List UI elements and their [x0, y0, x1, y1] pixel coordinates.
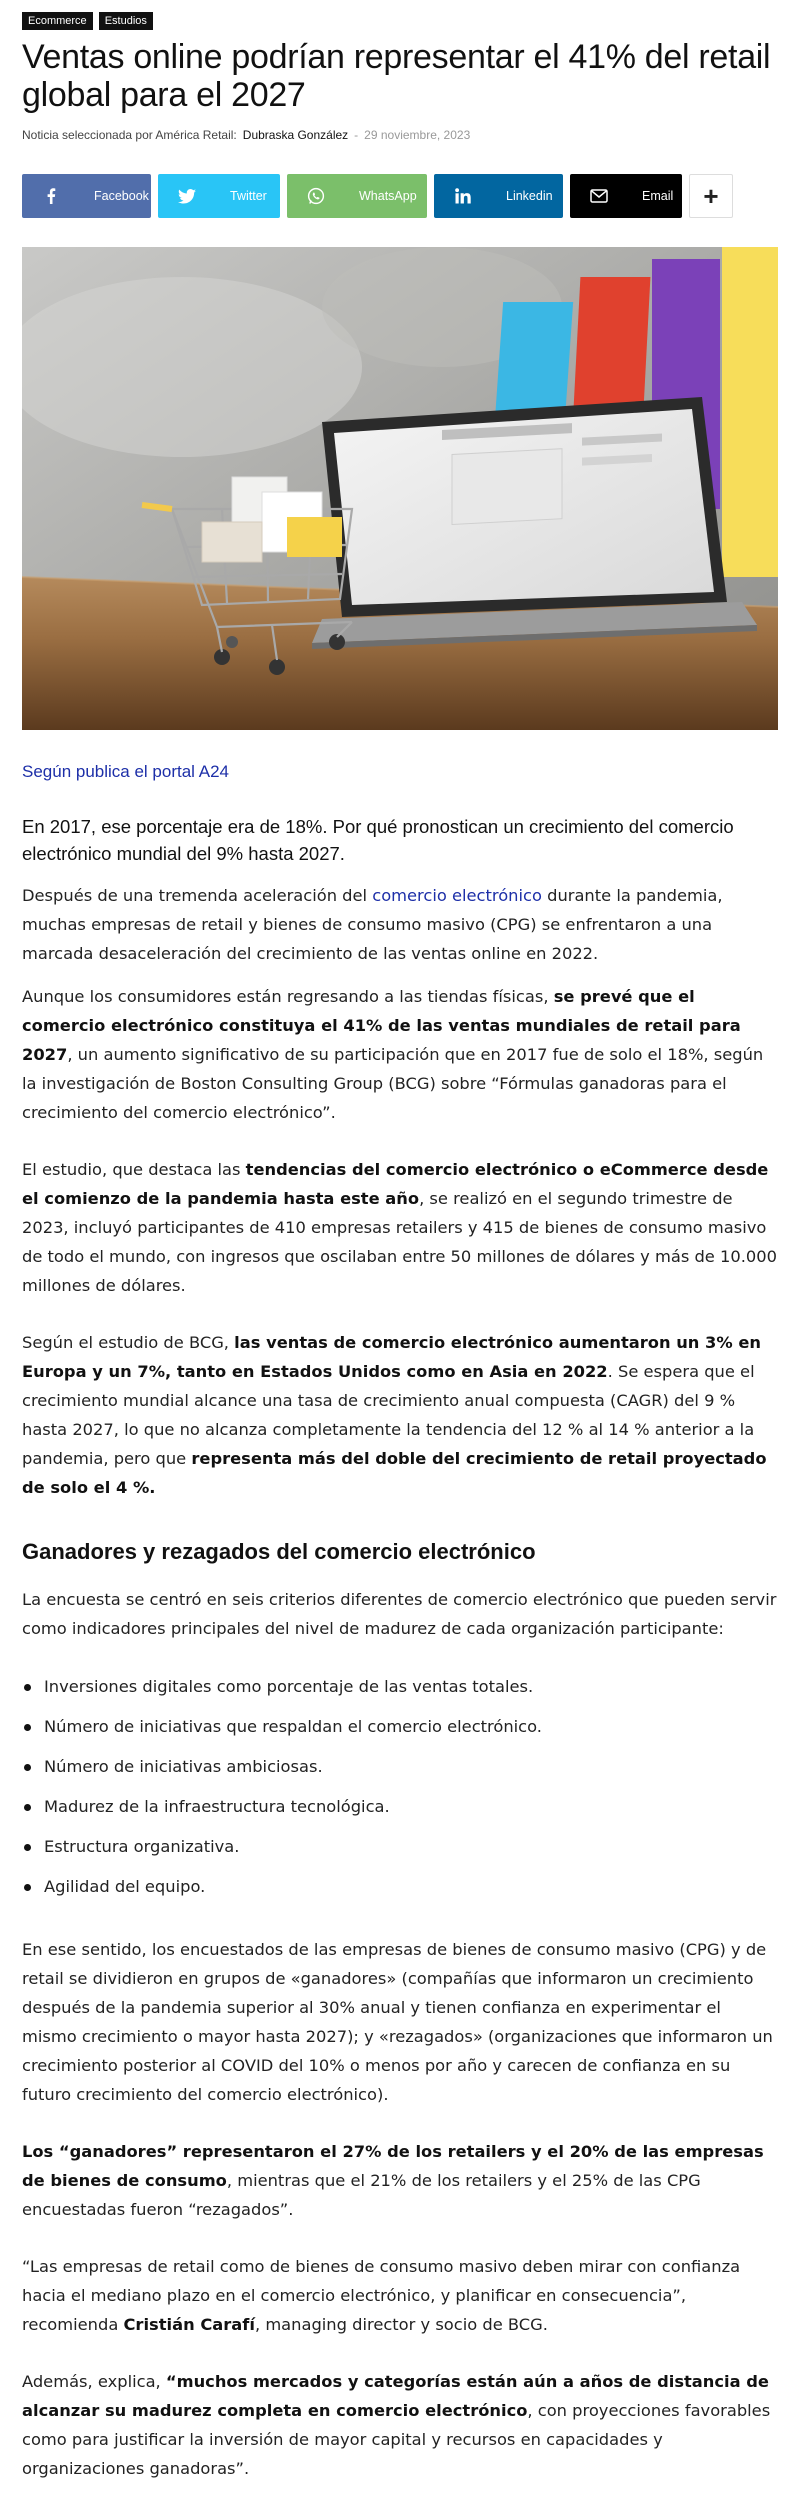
p2-bold: se prevé que el comercio electrónico constituya el 41% de las ventas mundiales de retail para 2027 [22, 987, 741, 1064]
p8-text-b: , managing director y socio de BCG. [254, 2315, 548, 2334]
facebook-icon [40, 188, 62, 204]
list-item: Agilidad del equipo. [44, 1867, 778, 1907]
p8-text-a: “Las empresas de retail como de bienes de consumo masivo deben mirar con confianza hacia el mediano plazo en el comercio electrónico, y planificar en consecuencia”, recomienda [22, 2257, 741, 2334]
list-item: Estructura organizativa. [44, 1827, 778, 1867]
source-link-text[interactable]: Según publica el portal A24 [22, 762, 229, 781]
share-bar [22, 174, 778, 218]
shopping-cart-laptop-photo [22, 247, 778, 730]
criteria-list [22, 1667, 778, 1907]
email-icon [588, 189, 610, 203]
meta-separator: - [354, 128, 359, 142]
list-item: Inversiones digitales como porcentaje de las ventas totales. [44, 1667, 778, 1707]
share-more-button[interactable] [689, 174, 733, 218]
share-whatsapp-label: WhatsApp [359, 189, 417, 203]
linkedin-icon [452, 188, 474, 204]
p7-bold: Los “ganadores” representaron el 27% de los retailers y el 20% de las empresas de bienes de consumo [22, 2142, 764, 2190]
paragraph-1 [22, 881, 778, 968]
share-email-label: Email [642, 189, 674, 203]
paragraph-8 [22, 2252, 778, 2339]
p9-text-b: , con proyecciones favorables como para justificar la inversión de mayor capital y recursos en capacidades y organizaciones ganadoras”. [22, 2401, 771, 2478]
paragraph-4 [22, 1328, 778, 1502]
category-tag-estudios[interactable]: Estudios [99, 12, 153, 30]
paragraph-6: En ese sentido, los encuestados de las empresas de bienes de consumo masivo (CPG) y de retail se dividieron en grupos de «ganadores» (compañías que informaron un crecimiento después de la pandemia superior al 30% anual y tienen confianza en experimentar el mismo crecimiento o mayor hasta 2027); y «rezagados» (organizaciones que informaron un crecimiento posterior al COVID del 10% o menos por año y carecen de confianza en su futuro crecimiento del comercio electrónico). [22, 1940, 773, 2104]
p4-text-b: . Se espera que el crecimiento mundial alcance una tasa de crecimiento anual compuesta (CAGR) del 9 % hasta 2027, lo que no alcanza completamente la tendencia del 12 % al 14 % anterior a la pandemia, pero que [22, 1362, 755, 1468]
author-link[interactable]: Dubraska González [242, 128, 349, 142]
share-whatsapp-button[interactable] [287, 174, 427, 218]
plus-icon: + [703, 180, 719, 211]
p8-bold: Cristián Carafí [123, 2315, 255, 2334]
share-twitter-label: Twitter [230, 189, 267, 203]
p4-bold-1: las ventas de comercio electrónico aumentaron un 3% en Europa y un 7%, tanto en Estados Unidos como en Asia en 2022 [22, 1333, 761, 1381]
twitter-icon [176, 189, 198, 204]
article-lead: En 2017, ese porcentaje era de 18%. Por qué pronostican un crecimiento del comercio electrónico mundial del 9% hasta 2027. [22, 816, 734, 864]
p9-text-a: Además, explica, [22, 2372, 166, 2391]
p2-text-a: Aunque los consumidores están regresando a las tiendas físicas, [22, 987, 554, 1006]
p2-text-b: , un aumento significativo de su participación que en 2017 fue de solo el 18%, según la investigación de Boston Consulting Group (BCG) sobre “Fórmulas ganadoras para el crecimiento del comercio electrónico”. [22, 1045, 764, 1122]
article-title: Ventas online podrían representar el 41% del retail global para el 2027 [22, 38, 771, 114]
ecommerce-link[interactable]: comercio electrónico [372, 886, 542, 905]
p3-text-a: El estudio, que destaca las [22, 1160, 246, 1179]
p7-text-b: , mientras que el 21% de los retailers y el 25% de las CPG encuestadas fueron “rezagados”. [22, 2171, 701, 2219]
article-meta [22, 128, 778, 142]
category-tag-ecommerce[interactable]: Ecommerce [22, 12, 93, 30]
share-email-button[interactable] [570, 174, 682, 218]
meta-prefix: Noticia seleccionada por América Retail: [22, 128, 237, 142]
whatsapp-icon [305, 187, 327, 205]
list-item: Madurez de la infraestructura tecnológica. [44, 1787, 778, 1827]
share-twitter-button[interactable] [158, 174, 280, 218]
list-item: Número de iniciativas que respaldan el comercio electrónico. [44, 1707, 778, 1747]
paragraph-5: La encuesta se centró en seis criterios diferentes de comercio electrónico que pueden servir como indicadores principales del nivel de madurez de cada organización participante: [22, 1590, 777, 1638]
list-item: Número de iniciativas ambiciosas. [44, 1747, 778, 1787]
hero-image [22, 247, 778, 730]
p3-text-b: , se realizó en el segundo trimestre de 2023, incluyó participantes de 410 empresas retailers y 415 de bienes de consumo masivo de todo el mundo, con ingresos que oscilaban entre 50 millones de dólares y más de 10.000 millones de dólares. [22, 1189, 777, 1295]
category-tags [22, 0, 778, 30]
share-facebook-label: Facebook [94, 189, 149, 203]
source-link[interactable] [22, 762, 778, 782]
p4-bold-2: representa más del doble del crecimiento de retail proyectado de solo el 4 %. [22, 1449, 767, 1497]
p9-bold: “muchos mercados y categorías están aún a años de distancia de alcanzar su madurez completa en comercio electrónico [22, 2372, 769, 2420]
paragraph-7 [22, 2137, 778, 2224]
p4-text-a: Según el estudio de BCG, [22, 1333, 235, 1352]
section-heading: Ganadores y rezagados del comercio electrónico [22, 1539, 536, 1564]
share-linkedin-label: Linkedin [506, 189, 553, 203]
p1-text-b: durante la pandemia, muchas empresas de retail y bienes de consumo masivo (CPG) se enfrentaron a una marcada desaceleración del crecimiento de las ventas online en 2022. [22, 886, 723, 963]
share-facebook-button[interactable] [22, 174, 151, 218]
share-linkedin-button[interactable] [434, 174, 563, 218]
paragraph-2 [22, 982, 778, 1127]
publish-date: 29 noviembre, 2023 [364, 128, 471, 142]
p3-bold: tendencias del comercio electrónico o eCommerce desde el comienzo de la pandemia hasta este año [22, 1160, 769, 1208]
paragraph-3 [22, 1155, 778, 1300]
paragraph-9 [22, 2367, 778, 2483]
p1-text-a: Después de una tremenda aceleración del [22, 886, 373, 905]
